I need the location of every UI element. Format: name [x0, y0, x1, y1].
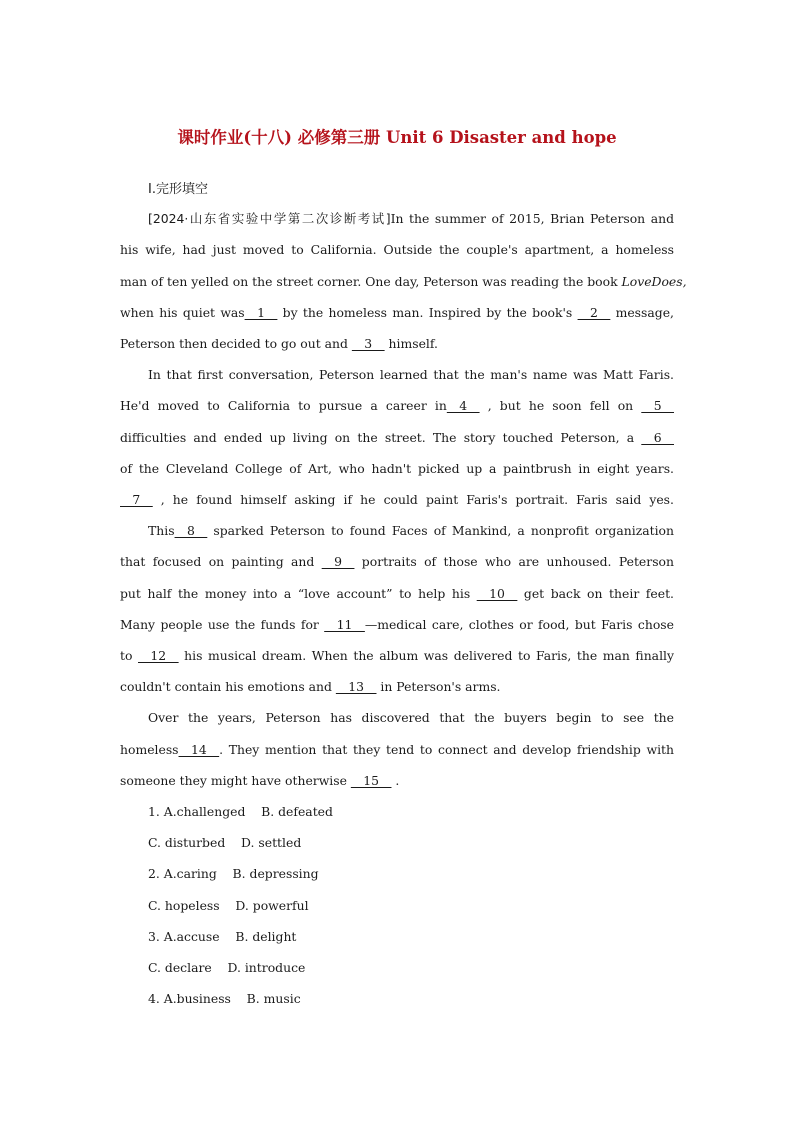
blank-10: __10__: [476, 586, 518, 601]
blank-1: __1__: [244, 305, 278, 320]
passage-line: He'd moved to California to pursue a career in__4__ , but he soon fell on __5__: [120, 398, 674, 413]
blank-11: __11__: [324, 617, 365, 632]
passage-line: Over the years, Peterson has discovered that the buyers begin to see the: [148, 710, 674, 725]
passage-line: put half the money into a “love account” to help his __10__ get back on their feet.: [120, 586, 674, 601]
blank-2: __2__: [577, 305, 611, 320]
passage-line: to __12__ his musical dream. When the album was delivered to Faris, the man finally: [120, 648, 674, 663]
passage-line: couldn't contain his emotions and __13__ in Peterson's arms.: [120, 679, 501, 694]
passage-line: [2024·山东省实验中学第二次诊断考试]In the summer of 2015, Brian Peterson and: [148, 211, 675, 226]
option-line: C. hopeless D. powerful: [148, 898, 309, 913]
option-line: C. disturbed D. settled: [148, 835, 302, 850]
blank-6: __6__: [641, 430, 674, 445]
passage-line: man of ten yelled on the street corner. One day, Peterson was reading the book LoveDoes,: [120, 274, 687, 289]
blank-14: __14__: [178, 742, 220, 757]
passage-line: that focused on painting and __9__ portraits of those who are unhoused. Peterson: [120, 554, 674, 569]
passage-line: Peterson then decided to go out and __3__ himself.: [120, 336, 438, 351]
option-line: 4. A.business B. music: [148, 991, 301, 1006]
blank-8: __8__: [174, 523, 208, 538]
option-line: C. declare D. introduce: [148, 960, 306, 975]
passage-line: difficulties and ended up living on the street. The story touched Peterson, a __6__: [120, 430, 674, 445]
section-heading: Ⅰ.完形填空: [148, 182, 208, 197]
blank-7: __7__: [120, 492, 153, 507]
blank-13: __13__: [335, 679, 377, 694]
passage-line: when his quiet was__1__ by the homeless man. Inspired by the book's __2__ message,: [120, 305, 674, 320]
passage-line: In that first conversation, Peterson learned that the man's name was Matt Faris.: [148, 367, 674, 382]
passage-line: someone they might have otherwise __15__ .: [120, 773, 400, 788]
passage-line: his wife, had just moved to California. Outside the couple's apartment, a homeless: [120, 242, 674, 257]
passage-line: __7__ , he found himself asking if he could paint Faris's portrait. Faris said yes.: [120, 492, 674, 507]
option-line: 3. A.accuse B. delight: [148, 929, 297, 944]
blank-5: __5__: [641, 398, 674, 413]
passage-line: Many people use the funds for __11__—medical care, clothes or food, but Faris chose: [120, 617, 674, 632]
blank-3: __3__: [351, 336, 385, 351]
blank-9: __9__: [321, 554, 355, 569]
page-title: 课时作业(十八) 必修第三册 Unit 6 Disaster and hope: [177, 128, 617, 147]
option-line: 1. A.challenged B. defeated: [148, 804, 333, 819]
option-line: 2. A.caring B. depressing: [148, 866, 319, 881]
passage-line: of the Cleveland College of Art, who hadn't picked up a paintbrush in eight years.: [120, 461, 674, 476]
book-title: LoveDoes,: [621, 274, 687, 289]
source-tag: [2024·山东省实验中学第二次诊断考试]: [148, 211, 391, 226]
blank-4: __4__: [446, 398, 480, 413]
blank-15: __15__: [350, 773, 392, 788]
blank-12: __12__: [138, 648, 179, 663]
passage-line: homeless__14__. They mention that they tend to connect and develop friendship with: [120, 742, 674, 757]
passage-line: This__8__ sparked Peterson to found Faces of Mankind, a nonprofit organization: [148, 523, 674, 538]
